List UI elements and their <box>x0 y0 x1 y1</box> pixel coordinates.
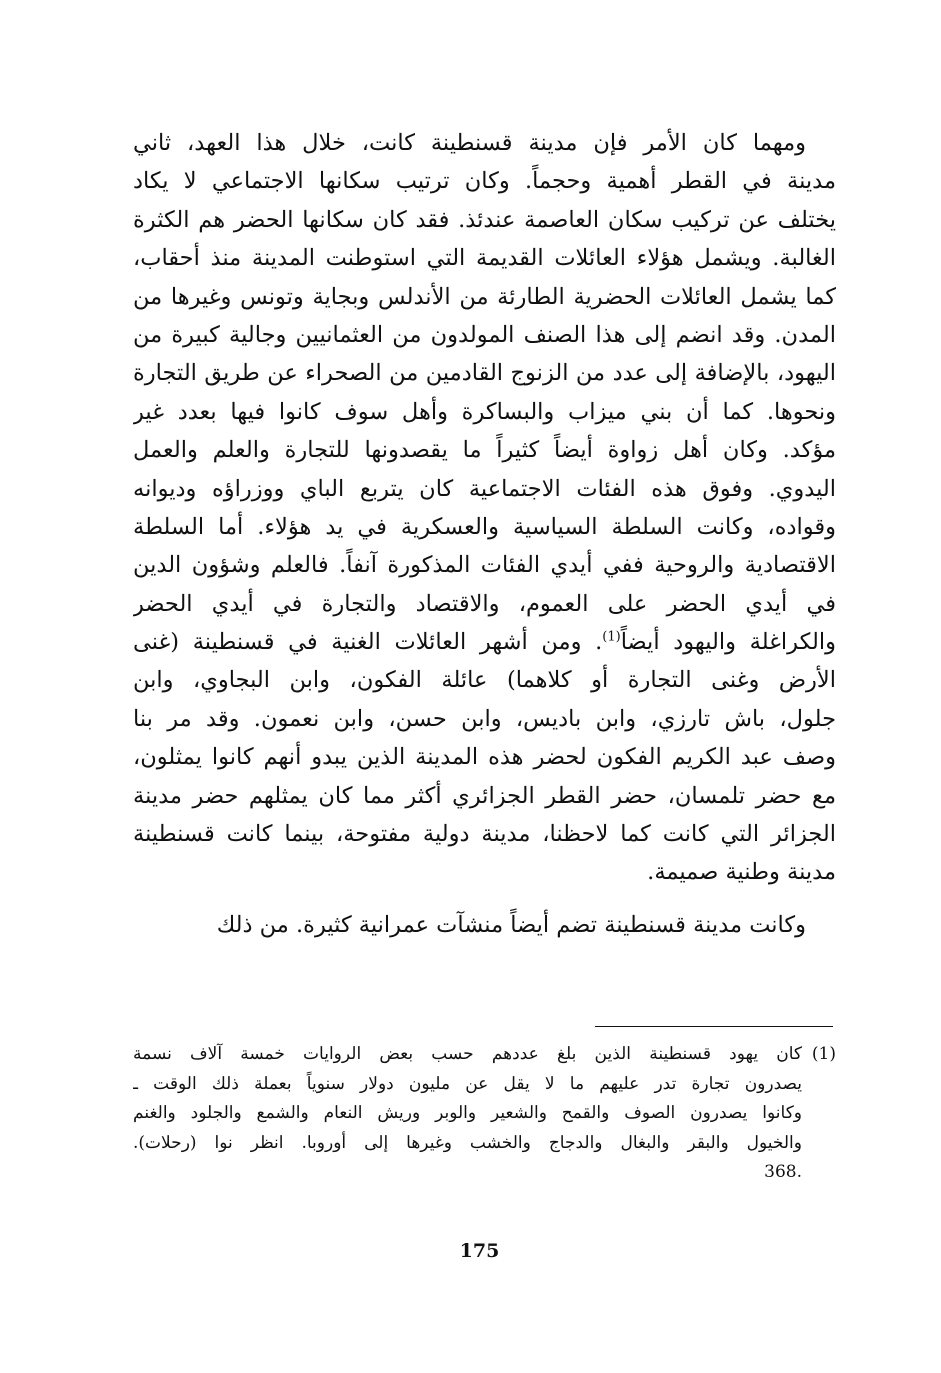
text-line: كما يشمل العائلات الحضرية الطارئة من الأندلس وبجاية وتونس وغيرها من <box>133 283 836 310</box>
footnote-separator <box>595 1026 833 1027</box>
text-line: وكانت مدينة قسنطينة تضم أيضاً منشآت عمرانية كثيرة. من ذلك <box>216 911 806 938</box>
page-number: 175 <box>459 1240 500 1262</box>
text-line: جلول، باش تارزي، وابن باديس، وابن حسن، وابن نعمون. وقد مر بنا <box>133 705 836 732</box>
text-line: مؤكد. وكان أهل زواوة أيضاً كثيراً ما يقصدونها للتجارة والعلم والعمل <box>133 437 836 464</box>
footnote-line: .368 <box>764 1162 802 1182</box>
text-line: وقواده، وكانت السلطة السياسية والعسكرية في يد هؤلاء. أما السلطة <box>133 513 836 540</box>
text-line-with-footnote-ref <box>133 623 836 661</box>
footnote-line: والخيول والبقر والبغال والدجاج والخشب وغيرها إلى أوروبا. انظر نوا (رحلات). <box>133 1132 802 1153</box>
body-text <box>133 124 836 944</box>
text-line: الغالبة. ويشمل هؤلاء العائلات القديمة التي استوطنت المدينة منذ أحقاب، <box>133 245 836 272</box>
text-line: الجزائر التي كانت كما لاحظنا، مدينة دولية مفتوحة، بينما كانت قسنطينة <box>133 821 836 848</box>
footnote-number: (1) <box>811 1044 836 1064</box>
text-line: يختلف عن تركيب سكان العاصمة عندئذ. فقد كان سكانها الحضر هم الكثرة <box>133 206 836 233</box>
footnote-reference[interactable]: (1) <box>602 629 621 645</box>
text-line: في أيدي الحضر على العموم، والاقتصاد والتجارة في أيدي الحضر <box>133 590 836 617</box>
footnote-line <box>133 1040 836 1070</box>
text-fragment: . ومن أشهر العائلات الغنية في قسنطينة (غنى <box>133 629 603 656</box>
text-line: الأرض وغنى التجارة أو كلاهما) عائلة الفكون، وابن البجاوي، وابن <box>133 667 836 694</box>
text-line: مع حضر تلمسان، حضر القطر الجزائري أكثر مما كان يمثلهم حضر مدينة <box>133 782 836 809</box>
paragraph-gap <box>133 892 836 906</box>
footnotes <box>133 1040 836 1188</box>
footnote-text: كان يهود قسنطينة الذين بلغ عددهم حسب بعض الروايات خمسة آلاف نسمة <box>133 1044 802 1064</box>
text-line: مدينة في القطر أهمية وحجماً. وكان ترتيب سكانها الاجتماعي لا يكاد <box>133 168 836 195</box>
text-line: الاقتصادية والروحية ففي أيدي الفئات المذكورة آنفاً. فالعلم وشؤون الدين <box>133 552 836 579</box>
text-line: ومهما كان الأمر فإن مدينة قسنطينة كانت، خلال هذا العهد، ثاني <box>133 130 806 156</box>
text-line: ونحوها. كما أن بني ميزاب والبساكرة وأهل سوف كانوا فيها بعدد غير <box>133 398 836 425</box>
text-fragment: والكراغلة واليهود أيضاً <box>620 629 836 656</box>
footnote-line: يصدرون تجارة تدر عليهم ما لا يقل عن مليون دولار سنوياً بعملة ذلك الوقت ـ <box>133 1073 802 1094</box>
footnote-line: وكانوا يصدرون الصوف والقمح والشعير والوبر وريش النعام والشمع والجلود والغنم <box>133 1103 802 1123</box>
text-line: مدينة وطنية صميمة. <box>647 859 836 886</box>
text-line: وصف عبد الكريم الفكون لحضر هذه المدينة الذين يبدو أنهم كانوا يمثلون، <box>133 744 836 771</box>
text-line: اليدوي. وفوق هذه الفئات الاجتماعية كان يتربع الباي ووزراؤه وديوانه <box>133 475 836 502</box>
text-line: اليهود، بالإضافة إلى عدد من الزنوج القادمين من الصحراء عن طريق التجارة <box>133 360 836 387</box>
text-line: المدن. وقد انضم إلى هذا الصنف المولدون من العثمانيين وجالية كبيرة من <box>133 321 836 348</box>
